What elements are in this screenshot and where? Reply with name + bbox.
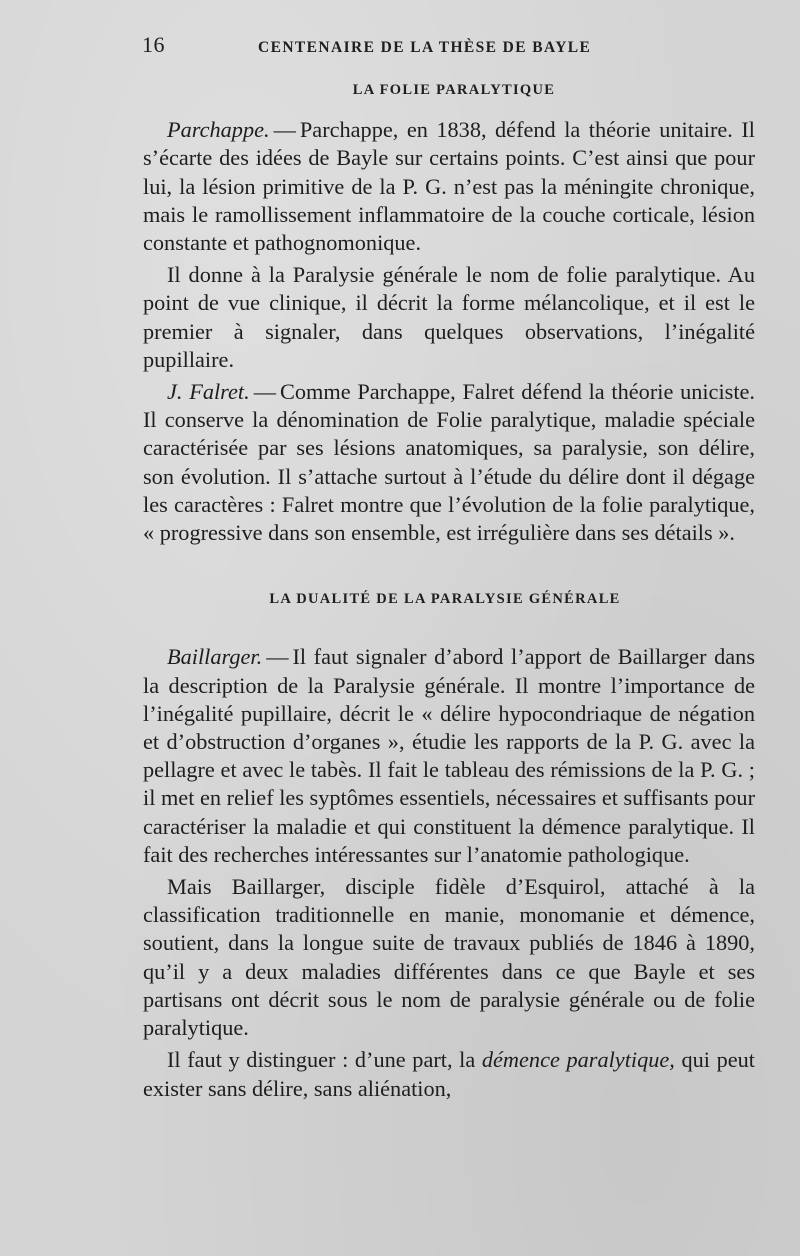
running-title: CENTENAIRE DE LA THÈSE DE BAYLE: [258, 39, 592, 56]
section-heading-dualite: LA DUALITÉ DE LA PARALYSIE GÉNÉRALE: [269, 591, 621, 608]
author-name: Baillarger.: [167, 644, 263, 670]
paragraph-baillarger-classification: [143, 873, 755, 1042]
paragraph-parchappe: [143, 116, 755, 257]
author-name: Parchappe.: [167, 117, 270, 143]
emphasis-term: démence paralytique,: [481, 1047, 675, 1073]
paragraph-text: Il faut y distinguer : d’une part, la: [167, 1047, 476, 1073]
paragraph-baillarger: [143, 643, 755, 869]
author-name: J. Falret.: [167, 379, 250, 405]
paragraph-text: Il donne à la Paralysie générale le nom de folie paralytique. Au point de vue clinique, il décrit la forme mélancolique, et il est le premier à signaler, dans quelques observations, l’inégalité pupillaire.: [143, 262, 755, 372]
page-content: [143, 76, 755, 1107]
page-number: 16: [142, 32, 165, 57]
paragraph-text: Parchappe, en 1838, défend la théorie unitaire. Il s’écarte des idées de Bayle sur certains points. C’est ainsi que pour lui, la lésion primitive de la P. G. n’est pas la méningite chronique, mais le ramollissement inflammatoire de la couche corticale, lésion constante et pathognomonique.: [143, 117, 755, 256]
paragraph-folie-paralytique: [143, 261, 755, 374]
paragraph-text: Mais Baillarger, disciple fidèle d’Esquirol, attaché à la classification traditionnelle en manie, monomanie et démence, soutient, dans la longue suite de travaux publiés de 1846 à 1890, qu’il y a deux maladies différentes dans ce que Bayle et ses partisans ont décrit sous le nom de paralysie générale ou de folie paralytique.: [143, 874, 755, 1041]
running-head: [142, 32, 754, 58]
em-dash: —: [273, 117, 296, 143]
section-heading-folie-paralytique: LA FOLIE PARALYTIQUE: [352, 82, 556, 98]
paragraph-falret: [143, 378, 755, 547]
em-dash: —: [266, 644, 289, 670]
paragraph-text: Il faut signaler d’abord l’apport de Baillarger dans la description de la Paralysie générale. Il montre l’importance de l’inégalité pupillaire, décrit le « délire hypocondriaque de négation et d’obstruction d’organes », étudie les rapports de la P. G. avec la pellagre et avec le tabès. Il fait le tableau des rémissions de la P. G. ; il met en relief les syptômes essentiels, nécessaires et suffisants pour caractériser la maladie et qui constituent la démence paralytique. Il fait des recherches intéressantes sur l’anatomie pathologique.: [143, 644, 755, 867]
em-dash: —: [253, 379, 276, 405]
paragraph-distinguer: [143, 1046, 755, 1102]
paragraph-text: Comme Parchappe, Falret défend la théorie uniciste. Il conserve la dénomination de Folie paralytique, maladie spéciale caractérisée par ses lésions anatomiques, sa paralysie, son délire, son évolution. Il s’attache surtout à l’étude du délire dont il dégage les caractères : Falret montre que l’évolution de la folie paralytique, « progressive dans son ensemble, est irrégulière dans ses détails ».: [143, 379, 755, 546]
paragraph-text: qui peut exister sans délire, sans aliénation,: [143, 1047, 755, 1101]
